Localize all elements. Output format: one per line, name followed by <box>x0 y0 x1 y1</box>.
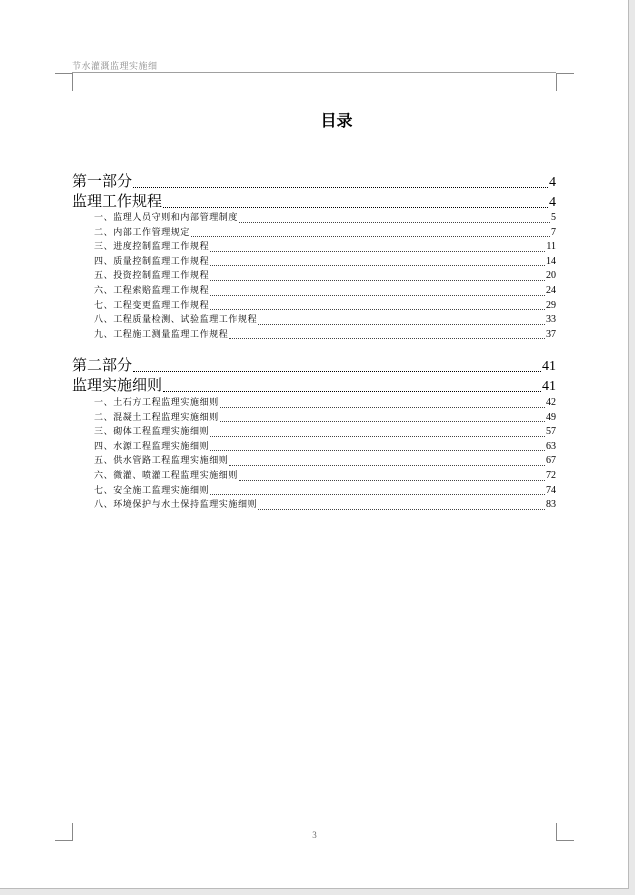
toc-entry[interactable] <box>72 255 556 270</box>
dot-leader <box>239 480 545 481</box>
crop-mark-top-right <box>556 73 574 91</box>
dot-leader <box>258 509 545 510</box>
dot-leader <box>163 207 548 208</box>
toc-entry[interactable] <box>72 240 556 255</box>
toc-entry[interactable] <box>72 440 556 455</box>
toc-entry[interactable] <box>72 498 556 513</box>
dot-leader <box>163 391 541 392</box>
toc-entry-label: 六、微灌、喷灌工程监理实施细则 <box>94 470 239 481</box>
toc-page-number: 72 <box>546 469 556 481</box>
dot-leader <box>229 338 545 339</box>
toc-entry[interactable] <box>72 454 556 469</box>
dot-leader <box>210 436 545 437</box>
dot-leader <box>210 280 545 281</box>
toc-page-number: 11 <box>546 241 556 253</box>
toc-heading[interactable] <box>72 171 556 191</box>
toc-page-number: 4 <box>549 175 556 190</box>
toc-heading-label: 第一部分 <box>72 172 133 190</box>
toc-heading-label: 监理工作规程 <box>72 192 163 210</box>
toc-part-2-items <box>72 396 556 513</box>
toc-page-number: 42 <box>546 397 556 408</box>
toc-page-number: 14 <box>546 255 556 267</box>
dot-leader <box>229 465 545 466</box>
toc-entry[interactable] <box>72 211 556 226</box>
toc-page-number: 67 <box>546 455 556 467</box>
toc-entry-label: 三、进度控制监理工作规程 <box>94 242 210 253</box>
dot-leader <box>220 421 545 422</box>
toc-heading[interactable] <box>72 191 556 211</box>
toc-entry[interactable] <box>72 328 556 343</box>
toc-entry-label: 九、工程施工测量监理工作规程 <box>94 329 229 340</box>
toc-entry[interactable] <box>72 313 556 328</box>
toc-page-number: 57 <box>546 426 556 438</box>
toc-page-number: 24 <box>546 284 556 296</box>
toc-page-number: 37 <box>546 328 556 340</box>
toc-entry-label: 五、供水管路工程监理实施细则 <box>94 456 229 467</box>
toc-entry-label: 二、内部工作管理规定 <box>94 227 191 238</box>
dot-leader <box>258 324 545 325</box>
toc-entry[interactable] <box>72 396 556 411</box>
toc-entry[interactable] <box>72 269 556 284</box>
toc-entry[interactable] <box>72 484 556 499</box>
toc-page-number: 74 <box>546 484 556 496</box>
dot-leader <box>239 222 550 223</box>
toc-entry-label: 四、质量控制监理工作规程 <box>94 256 210 267</box>
running-header: 节水灌溉监理实施细 <box>72 62 158 72</box>
toc-title <box>0 108 629 131</box>
toc-entry-label: 一、土石方工程监理实施细则 <box>94 398 219 408</box>
toc-entry-label: 三、砌体工程监理实施细则 <box>94 427 210 438</box>
toc-entry-label: 七、工程变更监理工作规程 <box>94 300 210 311</box>
toc-title-char-2: 录 <box>336 111 353 130</box>
toc-entry[interactable] <box>72 299 556 314</box>
toc-entry-label: 四、水源工程监理实施细则 <box>94 441 210 452</box>
toc-part-2 <box>72 355 556 395</box>
toc-part-1 <box>72 171 556 211</box>
dot-leader <box>133 371 541 372</box>
dot-leader <box>210 265 545 266</box>
toc-page-number: 63 <box>546 440 556 452</box>
toc-entry-label: 八、工程质量检测、试验监理工作规程 <box>94 315 258 326</box>
toc-heading[interactable] <box>72 355 556 375</box>
dot-leader <box>210 251 545 252</box>
dot-leader <box>210 309 545 310</box>
toc-entry[interactable] <box>72 411 556 426</box>
toc-entry[interactable] <box>72 284 556 299</box>
dot-leader <box>191 236 550 237</box>
toc-page-number: 41 <box>542 359 556 374</box>
toc-entry-label: 六、工程索赔监理工作规程 <box>94 285 210 296</box>
dot-leader <box>220 407 545 408</box>
toc-entry[interactable] <box>72 226 556 241</box>
toc-heading[interactable] <box>72 375 556 395</box>
dot-leader <box>133 187 548 188</box>
toc-page-number: 49 <box>546 411 556 423</box>
toc-entry[interactable] <box>72 425 556 440</box>
toc-entry-label: 五、投资控制监理工作规程 <box>94 271 210 282</box>
toc-page-number: 29 <box>546 299 556 311</box>
page-number: 3 <box>312 830 317 840</box>
toc-title-char-1: 目 <box>320 111 337 130</box>
toc-part-1-items <box>72 211 556 342</box>
toc-entry-label: 七、安全施工监理实施细则 <box>94 485 210 496</box>
toc-entry-label: 二、混凝土工程监理实施细则 <box>94 412 219 423</box>
toc-page-number: 4 <box>549 195 556 210</box>
toc-page-number: 41 <box>542 379 556 394</box>
header-rule <box>72 72 556 73</box>
toc-entry-label: 八、环境保护与水土保持监理实施细则 <box>94 500 258 511</box>
toc-heading-label: 第二部分 <box>72 356 133 374</box>
toc-page-number: 20 <box>546 270 556 282</box>
toc-page-number: 33 <box>546 314 556 326</box>
toc-page-number: 83 <box>546 499 556 511</box>
toc-heading-label: 监理实施细则 <box>72 376 163 394</box>
dot-leader <box>210 450 545 451</box>
toc-page-number: 7 <box>551 226 556 238</box>
toc-entry-label: 一、监理人员守则和内部管理制度 <box>94 213 239 223</box>
dot-leader <box>210 494 545 495</box>
crop-mark-top-left <box>55 73 73 91</box>
dot-leader <box>210 295 545 296</box>
toc-entry[interactable] <box>72 469 556 484</box>
toc-page-number: 5 <box>551 212 556 223</box>
